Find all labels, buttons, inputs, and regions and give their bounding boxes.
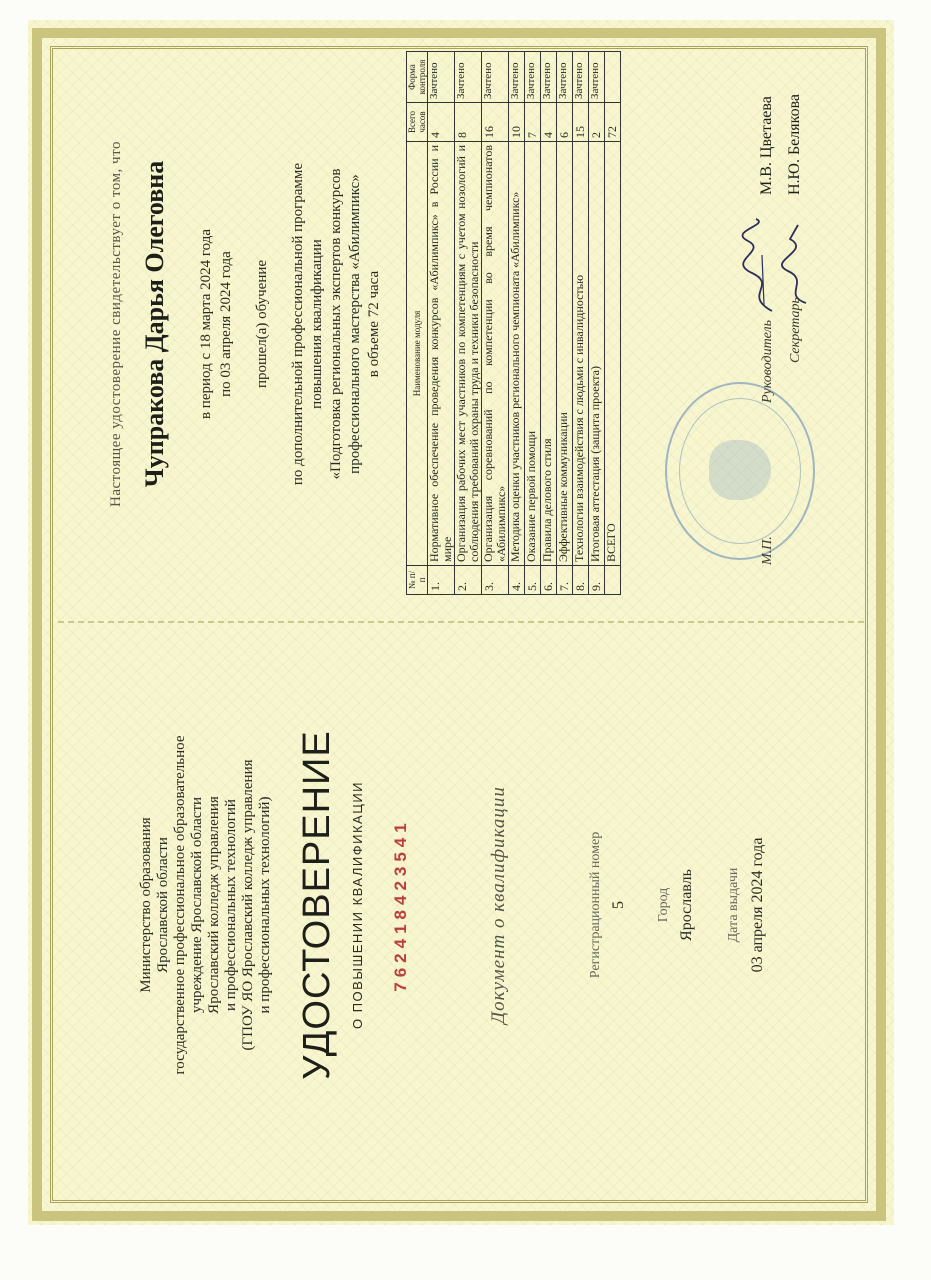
city-label: Город [656, 887, 671, 923]
module-hours: 4 [428, 103, 455, 142]
module-name: Эффективные коммуникации [557, 142, 573, 566]
total-empty-cell [605, 566, 621, 595]
module-hours: 6 [557, 103, 573, 142]
program-line: по дополнительной профессиональной программе [290, 162, 306, 486]
certificate-spread [28, 20, 894, 1225]
secretary-name: Н.Ю. Белякова [786, 93, 803, 195]
header-num: № п/п [407, 566, 428, 595]
issue-date-label: Дата выдачи [726, 867, 741, 943]
module-name: Итоговая аттестация (защита проекта) [589, 142, 605, 566]
issuer-line: (ГПОУ ЯО Ярославский колледж управления [240, 759, 256, 1051]
row-number: 2. [455, 566, 482, 595]
module-name: Оказание первой помощи [525, 142, 541, 566]
course-volume: в объеме 72 часа [366, 270, 382, 378]
issuer-line: и профессиональных технологий) [257, 796, 273, 1014]
serial-number: 762418423541 [391, 818, 410, 992]
module-hours: 2 [589, 103, 605, 142]
secretary-role: Секретарь [788, 297, 803, 363]
program-line: повышения квалификации [309, 239, 325, 409]
table-row [525, 52, 541, 595]
issuer-line: Ярославский колледж управления [206, 796, 222, 1014]
statement-intro: Настоящее удостоверение свидетельствует о том, что [108, 141, 124, 507]
table-row [455, 52, 482, 595]
control-form: Зачтено [525, 52, 541, 103]
module-hours: 10 [509, 103, 525, 142]
table-row [573, 52, 589, 595]
row-number: 5. [525, 566, 541, 595]
signatures-block [728, 49, 828, 595]
issuer-line: Ярославской области [155, 837, 171, 973]
document-subtitle: О ПОВЫШЕНИИ КВАЛИФИКАЦИИ [350, 780, 365, 1030]
module-name: Нормативное обеспечение проведения конкурсов «Абилимпикс» в России и мире [428, 142, 455, 566]
control-form: Зачтено [455, 52, 482, 103]
period-end: по 03 апреля 2024 года [218, 251, 234, 397]
issuer-line: учреждение Ярославской области [189, 796, 205, 1014]
table-row [428, 52, 455, 595]
module-hours: 15 [573, 103, 589, 142]
row-number: 8. [573, 566, 589, 595]
total-label: ВСЕГО [605, 142, 621, 566]
module-name: Технологии взаимодействия с людьми с инвалидностью [573, 142, 589, 566]
module-hours: 16 [482, 103, 509, 142]
table-header-row [407, 52, 428, 595]
row-number: 9. [589, 566, 605, 595]
city-value: Ярославль [678, 869, 695, 941]
module-name: Организация рабочих мест участников по компетенциям с учетом нозологий и соблюдения требований охраны труда и техники безопасности [455, 142, 482, 566]
table-row [557, 52, 573, 595]
issue-date: 03 апреля 2024 года [749, 837, 766, 973]
mp-label: М.П. [760, 536, 775, 565]
program-line: «Подготовка региональных экспертов конкурсов [328, 168, 344, 480]
header-hours: Всего часов [407, 103, 428, 142]
head-role: Руководитель [760, 319, 775, 403]
module-hours: 4 [541, 103, 557, 142]
table-body [428, 52, 621, 595]
module-name: Организация соревнований по компетенции во время чемпионатов «Абилимпикс» [482, 142, 509, 566]
head-name: М.В. Цветаева [758, 96, 775, 195]
holder-name: Чупракова Дарья Олеговна [140, 160, 169, 488]
module-name: Правила делового стиля [541, 142, 557, 566]
issuer-line: и профессиональных технологий [223, 799, 239, 1011]
control-form: Зачтено [482, 52, 509, 103]
period-start: в период с 18 марта 2024 года [198, 228, 214, 420]
document-kind: Документ о квалификации [488, 786, 509, 1024]
row-number: 1. [428, 566, 455, 595]
issuer-line: государственное профессиональное образовательное [172, 735, 188, 1075]
center-fold [58, 621, 864, 623]
table-row [541, 52, 557, 595]
header-module-name: Наименование модуля [407, 142, 428, 566]
row-number: 3. [482, 566, 509, 595]
issuer-line: Министерство образования [138, 817, 154, 993]
table-row [509, 52, 525, 595]
control-form: Зачтено [541, 52, 557, 103]
header-control: Форма контроля [407, 52, 428, 103]
certificate-sheet [28, 20, 894, 1225]
total-control-empty [605, 52, 621, 103]
control-form: Зачтено [428, 52, 455, 103]
control-form: Зачтено [573, 52, 589, 103]
registration-number: 5 [610, 901, 627, 909]
row-number: 6. [541, 566, 557, 595]
row-number: 4. [509, 566, 525, 595]
document-title: УДОСТОВЕРЕНИЕ [296, 730, 338, 1080]
control-form: Зачтено [557, 52, 573, 103]
table-row [482, 52, 509, 595]
issuer-block [138, 645, 274, 1165]
control-form: Зачтено [589, 52, 605, 103]
passed-training: прошел(а) обучение [254, 259, 270, 389]
modules-table [406, 51, 696, 595]
secretary-signature [776, 219, 816, 309]
control-form: Зачтено [509, 52, 525, 103]
row-number: 7. [557, 566, 573, 595]
program-line: профессионального мастерства «Абилимпикс» [347, 174, 363, 474]
module-hours: 8 [455, 103, 482, 142]
module-hours: 7 [525, 103, 541, 142]
module-name: Методика оценки участников регионального чемпионата «Абилимпикс» [509, 142, 525, 566]
table-total-row [605, 52, 621, 595]
total-hours: 72 [605, 103, 621, 142]
registration-label: Регистрационный номер [588, 831, 603, 979]
table-row [589, 52, 605, 595]
